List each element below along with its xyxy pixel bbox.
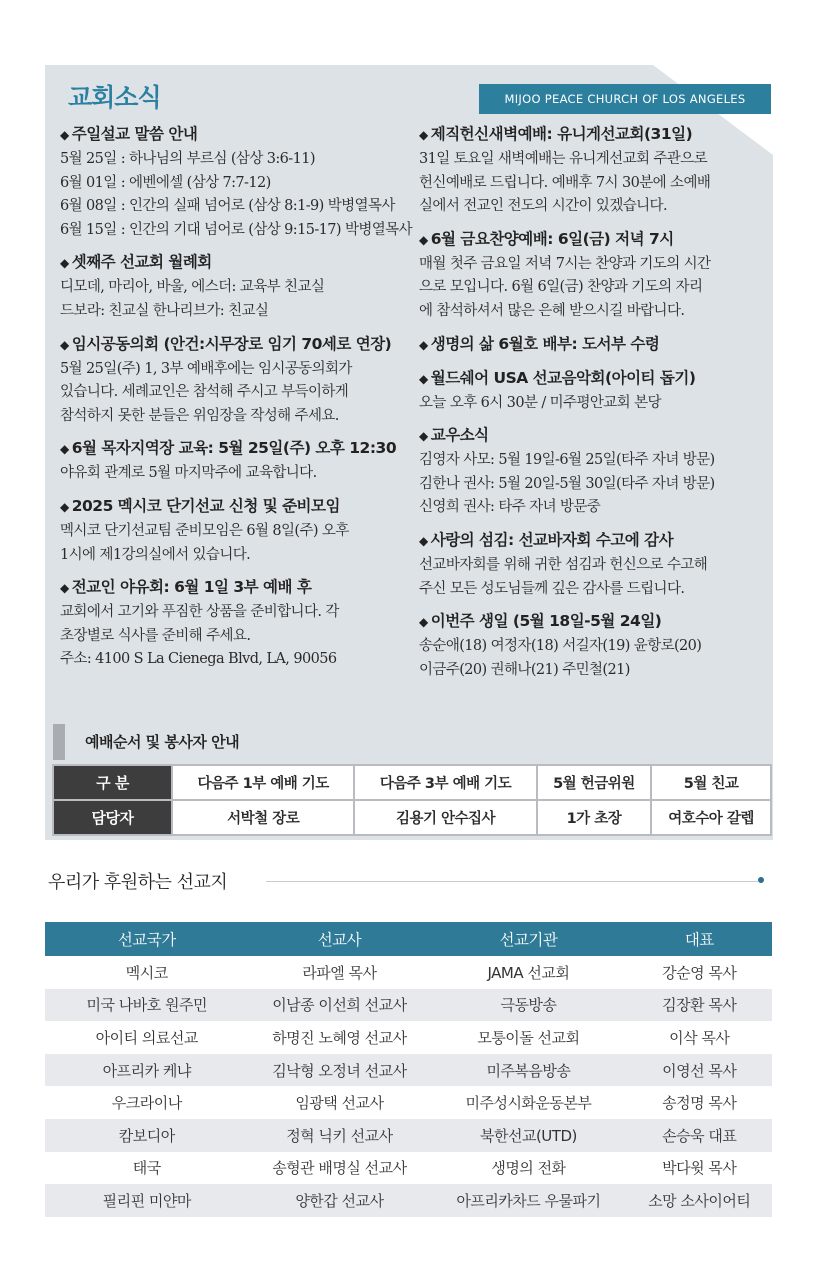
- news-item-heading: 전교인 야유회: 6월 1일 3부 예배 후: [71, 578, 312, 597]
- column-header: 선교국가: [45, 922, 249, 956]
- table-cell: JAMA 선교회: [430, 956, 626, 989]
- news-item-line: 이금주(20) 권해나(21) 주민철(21): [419, 661, 630, 678]
- table-row-header: 담당자: [53, 800, 172, 835]
- news-item-line: 김한나 권사: 5월 20일-5월 30일(타주 자녀 방문): [419, 475, 715, 492]
- table-row: [45, 1152, 772, 1185]
- news-item-heading: 2025 멕시코 단기선교 신청 및 준비모임: [71, 496, 340, 515]
- table-cell: 극동방송: [430, 989, 626, 1022]
- diamond-icon: ◆: [419, 128, 428, 142]
- news-item: [419, 122, 769, 219]
- news-right-column: [419, 122, 769, 690]
- table-cell: 김낙형 오정녀 선교사: [249, 1054, 431, 1087]
- diamond-icon: ◆: [60, 128, 69, 142]
- table-cell: 필리핀 미얀마: [45, 1184, 249, 1217]
- news-item-line: 신영희 권사: 타주 자녀 방문중: [419, 499, 601, 516]
- diamond-icon: ◆: [60, 442, 69, 457]
- news-item-line: 김영자 사모: 5월 19일-6월 25일(타주 자녀 방문): [419, 452, 715, 469]
- news-item: [419, 528, 769, 601]
- table-cell: 김장환 목사: [627, 989, 772, 1022]
- table-cell: 이남종 이선희 선교사: [249, 989, 431, 1022]
- table-cell: 다음주 1부 예배 기도: [172, 765, 354, 800]
- table-cell: 모퉁이돌 선교회: [430, 1021, 626, 1054]
- divider: [266, 881, 758, 882]
- table-cell: 여호수아 갈렙: [651, 800, 771, 835]
- news-item-heading: 주일설교 말씀 안내: [71, 125, 198, 143]
- news-item-line: 멕시코 단기선교팀 준비모임은 6월 8일(주) 오후: [60, 522, 349, 539]
- table-cell: 서박철 장로: [172, 800, 354, 835]
- table-cell: 박다윗 목사: [627, 1152, 772, 1185]
- news-item: [60, 575, 410, 672]
- diamond-icon: ◆: [419, 337, 428, 352]
- news-item-line: 헌신예배로 드립니다. 예배후 7시 30분에 소예배: [419, 174, 711, 191]
- diamond-icon: ◆: [419, 371, 428, 386]
- news-item-line: 드보라: 친교실 한나리브가: 친교실: [60, 302, 269, 319]
- table-cell: 정혁 닉키 선교사: [249, 1119, 431, 1152]
- news-item-line: 있습니다. 세례교인은 참석해 주시고 부득이하게: [60, 384, 349, 401]
- table-row: [45, 1184, 772, 1217]
- missions-table: [45, 922, 772, 1217]
- news-item-heading: 생명의 삶 6월호 배부: 도서부 수령: [430, 334, 660, 353]
- table-cell: 캄보디아: [45, 1119, 249, 1152]
- news-item-heading: 임시공동의회 (안건:시무장로 임기 70세로 연장): [71, 334, 392, 353]
- news-item-heading: 교우소식: [430, 426, 489, 445]
- table-row: [53, 765, 771, 800]
- news-item: [419, 423, 769, 520]
- table-row: [45, 1086, 772, 1119]
- news-item-line: 주소: 4100 S La Cienega Blvd, LA, 90056: [60, 651, 337, 668]
- diamond-icon: ◆: [60, 581, 69, 596]
- news-item-line: 송순애(18) 여정자(18) 서길자(19) 윤항로(20): [419, 638, 702, 655]
- diamond-icon: ◆: [419, 615, 428, 630]
- table-cell: 5월 헌금위원: [537, 765, 651, 800]
- news-item: [60, 122, 410, 242]
- news-item-line: 디모데, 마리아, 바울, 에스더: 교육부 친교실: [60, 279, 325, 296]
- diamond-icon: ◆: [419, 232, 428, 247]
- table-cell: 아이티 의료선교: [45, 1021, 249, 1054]
- news-item: [419, 227, 769, 324]
- section-marker-bar: [53, 724, 65, 760]
- news-item-line: 5월 25일 : 하나님의 부르심 (삼상 3:6-11): [60, 151, 315, 167]
- table-cell: 미주복음방송: [430, 1054, 626, 1087]
- news-item: [60, 332, 410, 429]
- news-item-line: 1시에 제1강의실에서 있습니다.: [60, 546, 251, 563]
- dot-icon: [758, 877, 764, 883]
- news-item-line: 으로 모입니다. 6월 6일(금) 찬양과 기도의 자리: [419, 279, 703, 296]
- news-item-heading: 셋째주 선교회 월례회: [71, 253, 212, 272]
- table-cell: 미주성시화운동본부: [430, 1086, 626, 1119]
- news-item-line: 선교바자회를 위해 귀한 섬김과 헌신으로 수고해: [419, 556, 708, 573]
- news-item: [60, 250, 410, 323]
- table-cell: 손승욱 대표: [627, 1119, 772, 1152]
- table-row-header: 구 분: [53, 765, 172, 800]
- news-item: [60, 494, 410, 567]
- table-cell: 생명의 전화: [430, 1152, 626, 1185]
- table-cell: 라파엘 목사: [249, 956, 431, 989]
- table-cell: 아프리카 케냐: [45, 1054, 249, 1087]
- table-cell: 북한선교(UTD): [430, 1119, 626, 1152]
- news-left-column: [60, 122, 410, 680]
- table-cell: 임광택 선교사: [249, 1086, 431, 1119]
- table-row: [45, 1021, 772, 1054]
- table-cell: 다음주 3부 예배 기도: [354, 765, 536, 800]
- table-row: [45, 956, 772, 989]
- news-item-line: 초장별로 식사를 준비해 주세요.: [60, 627, 251, 644]
- news-title: 교회소식: [68, 83, 161, 112]
- table-cell: 우크라이나: [45, 1086, 249, 1119]
- news-item-line: 참석하지 못한 분들은 위임장을 작성해 주세요.: [60, 407, 339, 424]
- news-item-heading: 월드쉐어 USA 선교음악회(아이티 돕기): [430, 368, 696, 387]
- missions-section-header: [48, 868, 773, 894]
- news-item: [419, 366, 769, 416]
- table-cell: 이영선 목사: [627, 1054, 772, 1087]
- worship-section-title: 예배순서 및 봉사자 안내: [85, 733, 240, 751]
- table-cell: 5월 친교: [651, 765, 771, 800]
- news-item-heading: 6월 목자지역장 교육: 5월 25일(주) 오후 12:30: [71, 439, 397, 458]
- table-cell: 하명진 노혜영 선교사: [249, 1021, 431, 1054]
- news-item: [419, 609, 769, 682]
- news-item-heading: 이번주 생일 (5월 18일-5월 24일): [430, 612, 662, 631]
- table-cell: 태국: [45, 1152, 249, 1185]
- table-cell: 소망 소사이어티: [627, 1184, 772, 1217]
- diamond-icon: ◆: [419, 533, 428, 548]
- table-row: [45, 1119, 772, 1152]
- table-cell: 아프리카차드 우물파기: [430, 1184, 626, 1217]
- table-cell: 미국 나바호 원주민: [45, 989, 249, 1022]
- news-item-heading: 제직헌신새벽예배: 유니게선교회(31일): [430, 125, 693, 143]
- table-cell: 김용기 안수집사: [354, 800, 536, 835]
- table-header-row: [45, 922, 772, 956]
- diamond-icon: ◆: [60, 337, 69, 352]
- news-item-line: 31일 토요일 새벽예배는 유니게선교회 주관으로: [419, 151, 708, 167]
- news-item-line: 실에서 전교인 전도의 시간이 있겠습니다.: [419, 198, 667, 215]
- news-item-heading: 사랑의 섬김: 선교바자회 수고에 감사: [430, 530, 674, 549]
- column-header: 선교사: [249, 922, 431, 956]
- news-item-line: 매월 첫주 금요일 저녁 7시는 찬양과 기도의 시간: [419, 255, 711, 272]
- news-item-line: 오늘 오후 6시 30분 / 미주평안교회 본당: [419, 394, 661, 411]
- missions-section-title: 우리가 후원하는 선교지: [48, 872, 228, 893]
- column-header: 대표: [627, 922, 772, 956]
- table-cell: 1가 초장: [537, 800, 651, 835]
- news-item-line: 5월 25일(주) 1, 3부 예배후에는 임시공동의회가: [60, 360, 352, 377]
- diamond-icon: ◆: [60, 256, 69, 271]
- diamond-icon: ◆: [419, 429, 428, 444]
- news-item-line: 야유회 관계로 5월 마지막주에 교육합니다.: [60, 465, 317, 482]
- news-item-line: 6월 01일 : 에벤에셀 (삼상 7:7-12): [60, 174, 271, 191]
- diamond-icon: ◆: [60, 499, 69, 514]
- table-row: [45, 989, 772, 1022]
- table-cell: 강순영 목사: [627, 956, 772, 989]
- news-item: [60, 436, 410, 486]
- table-row: [45, 1054, 772, 1087]
- news-item-line: 에 참석하셔서 많은 은혜 받으시길 바랍니다.: [419, 302, 685, 319]
- church-name-banner: MIJOO PEACE CHURCH OF LOS ANGELES: [479, 84, 771, 114]
- table-cell: 이삭 목사: [627, 1021, 772, 1054]
- table-cell: 멕시코: [45, 956, 249, 989]
- news-item-line: 6월 15일 : 인간의 기대 넘어로 (삼상 9:15-17) 박병열목사: [60, 221, 412, 238]
- column-header: 선교기관: [430, 922, 626, 956]
- news-item-line: 주신 모든 성도님들께 깊은 감사를 드립니다.: [419, 580, 685, 597]
- worship-table: [52, 764, 772, 836]
- news-item-line: 6월 08일 : 인간의 실패 넘어로 (삼상 8:1-9) 박병열목사: [60, 198, 395, 215]
- news-item-heading: 6월 금요찬양예배: 6일(금) 저녁 7시: [430, 229, 674, 248]
- news-item: [419, 332, 769, 358]
- table-cell: 양한갑 선교사: [249, 1184, 431, 1217]
- table-cell: 송정명 목사: [627, 1086, 772, 1119]
- news-item-line: 교회에서 고기와 푸짐한 상품을 준비합니다. 각: [60, 604, 339, 621]
- table-cell: 송형관 배명실 선교사: [249, 1152, 431, 1185]
- table-row: [53, 800, 771, 835]
